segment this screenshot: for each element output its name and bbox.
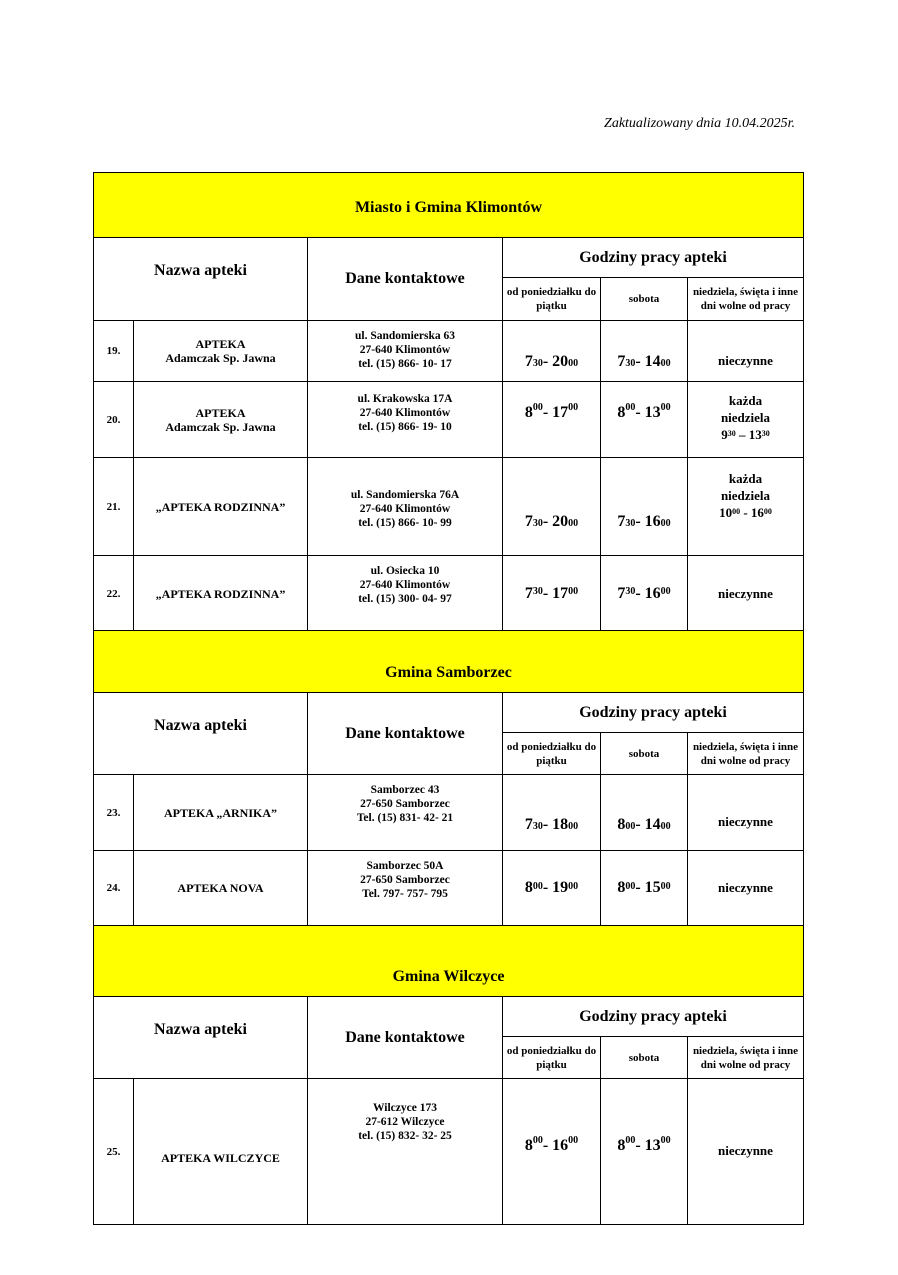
hours-saturday: 8 $^{00}$ - 13 $^{00}$ [600,381,688,458]
header-weekday: od poniedziałku do piątku [502,277,601,321]
row-number: 21. [93,457,134,556]
header-weekday: od poniedziałku do piątku [502,1036,601,1079]
hours-sunday: nieczynne [687,850,804,926]
header-contact: Dane kontaktowe [307,996,503,1079]
hours-weekday: 8 $^{00}$ - 17 $^{00}$ [502,381,601,458]
header-name: Nazwa apteki [93,692,308,775]
pharmacy-name: APTEKA Adamczak Sp. Jawna [133,320,308,382]
row-number: 20. [93,381,134,458]
header-saturday: sobota [600,277,688,321]
hours-saturday: 8 $^{00}$ - 14 $^{00}$ [600,774,688,851]
header-contact: Dane kontaktowe [307,237,503,321]
section-title: Miasto i Gmina Klimontów [93,172,804,238]
pharmacy-name: APTEKA WILCZYCE [133,1078,308,1225]
hours-sunday: każda niedziela $10^{00} - 16^{00}$ [687,457,804,556]
pharmacy-name: „APTEKA RODZINNA” [133,555,308,632]
pharmacy-name: APTEKA NOVA [133,850,308,926]
row-number: 19. [93,320,134,382]
header-sunday: niedziela, święta i inne dni wolne od pracy [687,732,804,775]
hours-sunday: każda niedziela $9^{30} - 13^{30}$ [687,381,804,458]
section-title: Gmina Samborzec [93,630,804,693]
section-title: Gmina Wilczyce [93,925,804,997]
hours-weekday: 7 $^{30}$ - 18 $^{00}$ [502,774,601,851]
hours-weekday: 8 $^{00}$ - 16 $^{00}$ [502,1078,601,1225]
last-updated-note: Zaktualizowany dnia 10.04.2025r. [604,116,795,131]
section-2 [93,630,804,925]
header-contact: Dane kontaktowe [307,692,503,775]
hours-sunday: nieczynne [687,1078,804,1225]
section-3 [93,925,804,1224]
pharmacy-contact: ul. Krakowska 17A 27-640 Klimontów tel. (15) 866- 19- 10 [307,381,503,458]
section-1 [93,172,804,631]
header-sunday: niedziela, święta i inne dni wolne od pracy [687,1036,804,1079]
header-hours: Godziny pracy apteki [502,996,804,1037]
header-weekday: od poniedziałku do piątku [502,732,601,775]
header-hours: Godziny pracy apteki [502,692,804,733]
pharmacy-contact: ul. Osiecka 10 27-640 Klimontów tel. (15) 300- 04- 97 [307,555,503,632]
pharmacy-name: APTEKA Adamczak Sp. Jawna [133,381,308,458]
header-name: Nazwa apteki [93,237,308,321]
pharmacy-contact: Samborzec 50A 27-650 Samborzec Tel. 797- 757- 795 [307,850,503,926]
hours-saturday: 8 $^{00}$ - 13 $^{00}$ [600,1078,688,1225]
hours-sunday: nieczynne [687,320,804,382]
hours-saturday: 7 $^{30}$ - 16 $^{00}$ [600,457,688,556]
pharmacy-contact: Wilczyce 173 27-612 Wilczyce tel. (15) 832- 32- 25 [307,1078,503,1225]
hours-sunday: nieczynne [687,555,804,632]
row-number: 22. [93,555,134,632]
row-number: 24. [93,850,134,926]
header-saturday: sobota [600,1036,688,1079]
pharmacy-contact: Samborzec 43 27-650 Samborzec Tel. (15) 831- 42- 21 [307,774,503,851]
hours-weekday: 7 $^{30}$ - 17 $^{00}$ [502,555,601,632]
header-saturday: sobota [600,732,688,775]
pharmacy-contact: ul. Sandomierska 63 27-640 Klimontów tel. (15) 866- 10- 17 [307,320,503,382]
pharmacy-contact: ul. Sandomierska 76A 27-640 Klimontów tel. (15) 866- 10- 99 [307,457,503,556]
row-number: 23. [93,774,134,851]
header-hours: Godziny pracy apteki [502,237,804,278]
header-sunday: niedziela, święta i inne dni wolne od pracy [687,277,804,321]
hours-weekday: 7 $^{30}$ - 20 $^{00}$ [502,320,601,382]
hours-saturday: 8 $^{00}$ - 15 $^{00}$ [600,850,688,926]
pharmacy-name: „APTEKA RODZINNA” [133,457,308,556]
pharmacy-name: APTEKA „ARNIKA” [133,774,308,851]
hours-weekday: 7 $^{30}$ - 20 $^{00}$ [502,457,601,556]
header-name: Nazwa apteki [93,996,308,1079]
hours-saturday: 7 $^{30}$ - 14 $^{00}$ [600,320,688,382]
hours-weekday: 8 $^{00}$ - 19 $^{00}$ [502,850,601,926]
row-number: 25. [93,1078,134,1225]
hours-sunday: nieczynne [687,774,804,851]
hours-saturday: 7 $^{30}$ - 16 $^{00}$ [600,555,688,632]
